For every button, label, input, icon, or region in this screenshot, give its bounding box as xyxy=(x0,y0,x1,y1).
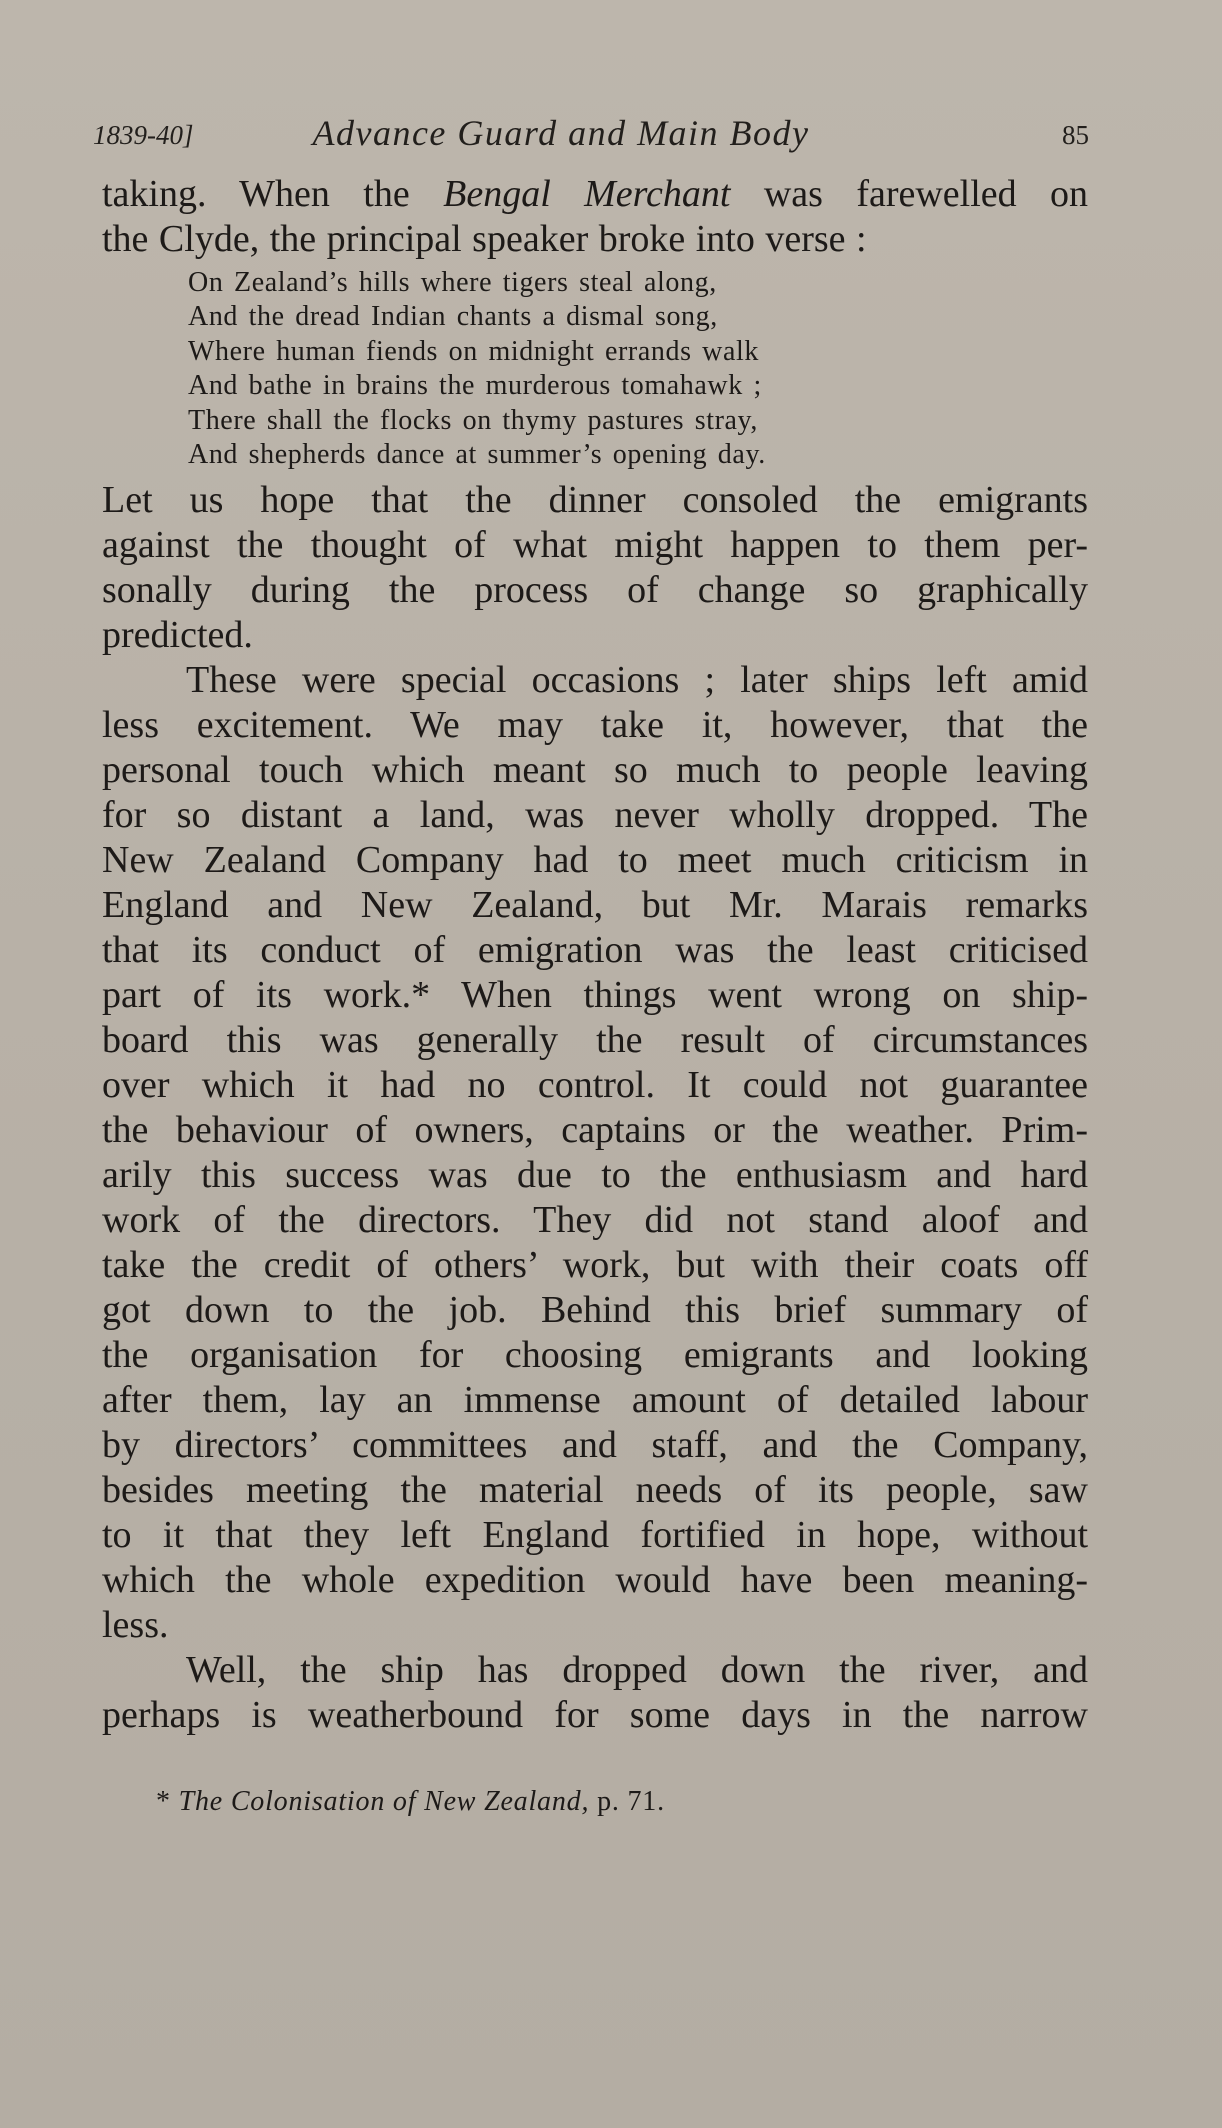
paragraph-2 xyxy=(102,658,1088,1648)
text-line: the behaviour of owners, captains or the weather. Prim- xyxy=(102,1109,1088,1152)
text-line: that its conduct of emigration was the least criticised xyxy=(102,929,1088,972)
running-head-years: 1839-40] xyxy=(93,120,194,150)
verse-line: On Zealand’s hills where tigers steal along, xyxy=(188,267,717,298)
text-line: personal touch which meant so much to people leaving xyxy=(102,749,1088,792)
verse-line: And the dread Indian chants a dismal song, xyxy=(188,301,718,333)
text-line: got down to the job. Behind this brief summary of xyxy=(102,1289,1088,1332)
text-line: by directors’ committees and staff, and the Company, xyxy=(102,1424,1088,1467)
ship-name: Bengal Merchant xyxy=(443,173,731,215)
text-line: These were special occasions ; later ships left amid xyxy=(186,659,1088,702)
text-line: New Zealand Company had to meet much criticism in xyxy=(102,839,1088,882)
text-line: work of the directors. They did not stand aloof and xyxy=(102,1199,1088,1242)
footnote xyxy=(156,1786,665,1818)
text-line: arily this success was due to the enthusiasm and hard xyxy=(102,1154,1088,1197)
text-line: part of its work.* When things went wrong on ship- xyxy=(102,974,1088,1017)
text-line: Let us hope that the dinner consoled the emigrants xyxy=(102,479,1088,522)
text-line: besides meeting the material needs of its people, saw xyxy=(102,1469,1088,1512)
running-head-title: Advance Guard and Main Body xyxy=(312,113,810,153)
footnote-marker: * xyxy=(156,1786,171,1817)
verse-line: And shepherds dance at summer’s opening day. xyxy=(188,438,766,470)
text-line: board this was generally the result of circumstances xyxy=(102,1019,1088,1062)
text-line: sonally during the process of change so graphically xyxy=(102,569,1088,612)
verse-line: And bathe in brains the murderous tomahawk ; xyxy=(188,370,762,402)
text-line: Well, the ship has dropped down the river, and xyxy=(186,1649,1088,1692)
text-line: perhaps is weatherbound for some days in the narrow xyxy=(102,1694,1088,1737)
footnote-page: p. 71. xyxy=(597,1786,665,1817)
text-line: less excitement. We may take it, however, that the xyxy=(102,704,1088,747)
text-line: the organisation for choosing emigrants and looking xyxy=(102,1334,1088,1377)
paragraph-1 xyxy=(102,478,1088,658)
text-line: against the thought of what might happen to them per- xyxy=(102,524,1088,567)
running-head xyxy=(93,112,1089,162)
text-line: take the credit of others’ work, but with their coats off xyxy=(102,1244,1088,1287)
text-line: over which it had no control. It could not guarantee xyxy=(102,1064,1088,1107)
text-line: England and New Zealand, but Mr. Marais remarks xyxy=(102,884,1088,927)
text-line: predicted. xyxy=(102,614,253,657)
opening-line-2: the Clyde, the principal speaker broke into verse : xyxy=(102,218,867,260)
opening-line-1: taking. When the Bengal Merchant was farewelled on xyxy=(102,173,1089,215)
page-number: 85 xyxy=(1062,120,1089,150)
footnote-title: The Colonisation of New Zealand, xyxy=(178,1786,590,1817)
text-line: less. xyxy=(102,1604,169,1647)
text-line: to it that they left England fortified in hope, without xyxy=(102,1514,1088,1557)
verse-line: Where human fiends on midnight errands walk xyxy=(188,335,759,367)
text-line: which the whole expedition would have been meaning- xyxy=(102,1559,1088,1602)
text-line: for so distant a land, was never wholly dropped. The xyxy=(102,794,1088,837)
paragraph-3 xyxy=(102,1648,1088,1738)
verse-quote xyxy=(102,262,1088,478)
body-text xyxy=(102,172,1088,1738)
text-line: after them, lay an immense amount of detailed labour xyxy=(102,1379,1088,1422)
verse-line: There shall the flocks on thymy pastures stray, xyxy=(188,404,758,436)
